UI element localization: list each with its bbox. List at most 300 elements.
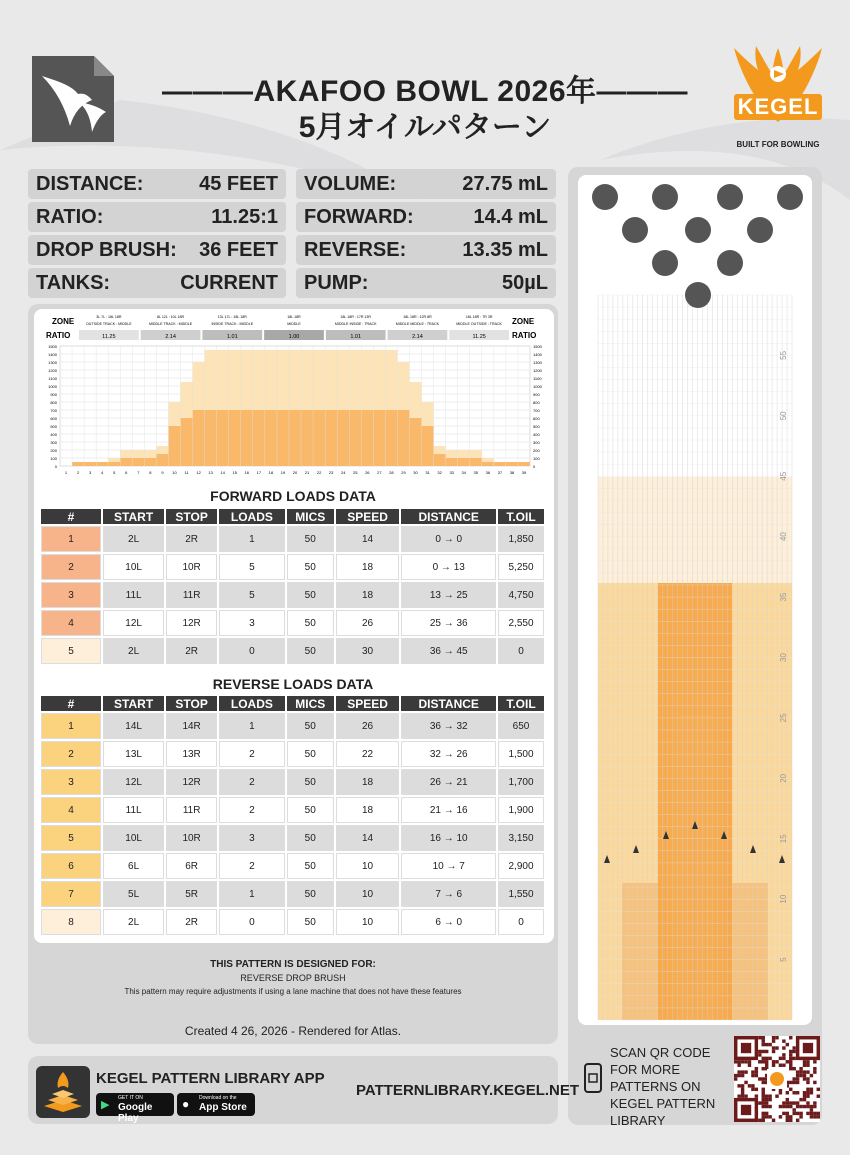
forward-oil-bar: [494, 462, 506, 466]
board-label: 34: [461, 470, 466, 475]
table-cell: 50: [287, 909, 334, 935]
table-cell: 10L: [103, 554, 164, 580]
zone-ratio: 2.14: [412, 334, 423, 340]
row-number: 4: [41, 610, 101, 636]
pattern-document-logo-icon: [32, 56, 114, 142]
table-cell: 26 → 21: [401, 769, 496, 795]
table-cell: 50: [287, 582, 334, 608]
stat-reverse: REVERSE: 13.35 mL: [296, 235, 556, 265]
table-cell: 2L: [103, 638, 164, 664]
y-tick-left: 1200: [48, 368, 57, 373]
table-cell: 3: [219, 825, 285, 851]
table-cell: 14L: [103, 713, 164, 739]
y-tick-left: 1100: [48, 376, 57, 381]
table-cell: 1,700: [498, 769, 544, 795]
board-label: 9: [161, 470, 164, 475]
y-tick-left: 1400: [48, 352, 57, 357]
row-number: 1: [41, 526, 101, 552]
zone-sub: MIDDLE TRACK : MIDDLE: [148, 322, 193, 326]
distance-label: 55: [779, 350, 788, 360]
board-label: 2: [76, 470, 80, 475]
table-row: [41, 526, 544, 552]
table-cell: 2: [219, 769, 285, 795]
y-tick-left: 400: [50, 432, 57, 437]
table-cell: 10L: [103, 825, 164, 851]
forward-oil-bar: [181, 418, 193, 466]
y-tick-right: 1300: [533, 360, 542, 365]
table-row: [41, 769, 544, 795]
table-cell: 2R: [166, 638, 217, 664]
row-number: 2: [41, 741, 101, 767]
y-tick-right: 0: [533, 464, 536, 469]
table-row: [41, 582, 544, 608]
table-cell: 0 → 0: [401, 526, 496, 552]
zone-name: 13L 17L : 18L 18R: [217, 315, 247, 319]
distance-label: 5: [779, 957, 788, 962]
table-cell: 1,850: [498, 526, 544, 552]
table-cell: 10: [336, 881, 400, 907]
app-title: KEGEL PATTERN LIBRARY APP: [96, 1070, 325, 1087]
reverse-header-3: LOADS: [219, 696, 285, 711]
bowling-pin: [777, 184, 803, 210]
distance-label: 45: [779, 471, 788, 481]
kegel-wordmark: KEGEL: [734, 94, 822, 120]
table-cell: 50: [287, 825, 334, 851]
row-number: 1: [41, 713, 101, 739]
kegel-tagline: BUILT FOR BOWLING: [736, 140, 820, 149]
table-row: [41, 797, 544, 823]
table-cell: 6 → 0: [401, 909, 496, 935]
created-date: Created 4 26, 2026 - Rendered for Atlas.: [184, 1024, 402, 1038]
table-cell: 18: [336, 582, 400, 608]
zone-sub: MIDDLE OUTSIDE : TRACK: [456, 322, 502, 326]
zone-name: 18L 18R : 17R 13R: [340, 315, 372, 319]
forward-oil-bar: [337, 410, 349, 466]
board-label: 32: [437, 470, 442, 475]
chart-plot: [60, 346, 530, 466]
distance-label: 30: [779, 653, 788, 662]
table-cell: 2: [219, 741, 285, 767]
ratio-label-right: RATIO: [512, 331, 537, 340]
bowling-pin: [652, 184, 678, 210]
distance-label: 25: [779, 713, 788, 723]
zone-name: 18L 18R : 7R 3R: [465, 315, 493, 319]
table-cell: 650: [498, 713, 544, 739]
pattern-library-app-icon[interactable]: [36, 1066, 90, 1118]
table-cell: 12L: [103, 610, 164, 636]
forward-header-7: T.OIL: [498, 509, 544, 524]
forward-oil-bar: [265, 410, 277, 466]
table-cell: 14R: [166, 713, 217, 739]
row-number: 4: [41, 797, 101, 823]
board-label: 16: [244, 470, 250, 475]
reverse-header-4: MICS: [287, 696, 334, 711]
zone-name: 8L 12L : 10L 18R: [156, 315, 185, 319]
table-cell: 26: [336, 713, 400, 739]
forward-oil-bar: [120, 458, 132, 466]
table-cell: 5: [219, 582, 285, 608]
table-row: [41, 554, 544, 580]
board-label: 27: [377, 470, 382, 475]
table-cell: 2L: [103, 909, 164, 935]
forward-oil-bar: [229, 410, 241, 466]
forward-oil-bar: [373, 410, 385, 466]
y-tick-right: 800: [533, 400, 540, 405]
board-label: 11: [184, 470, 189, 475]
table-cell: 12R: [166, 610, 217, 636]
table-cell: 1,900: [498, 797, 544, 823]
table-cell: 1,500: [498, 741, 544, 767]
board-label: 37: [497, 470, 503, 475]
row-number: 6: [41, 853, 101, 879]
forward-header-0: #: [41, 509, 101, 524]
reverse-header-0: #: [41, 696, 101, 711]
table-cell: 0: [498, 909, 544, 935]
stat-tanks: TANKS: CURRENT: [28, 268, 286, 298]
table-cell: 1: [219, 881, 285, 907]
table-cell: 32 → 26: [401, 741, 496, 767]
designed-for-note: This pattern may require adjustments if using a lane machine that does not have these features: [124, 987, 462, 996]
table-cell: 18: [336, 769, 400, 795]
distance-label: 20: [779, 773, 788, 783]
table-cell: 26: [336, 610, 400, 636]
board-label: 29: [401, 470, 406, 475]
kegel-logo: [728, 44, 828, 156]
table-cell: 6L: [103, 853, 164, 879]
y-tick-left: 800: [50, 400, 57, 405]
board-label: 4: [101, 470, 104, 475]
table-cell: 2,550: [498, 610, 544, 636]
board-label: 14: [220, 470, 225, 475]
table-cell: 11L: [103, 582, 164, 608]
board-label: 38: [509, 470, 515, 475]
row-number: 5: [41, 638, 101, 664]
bowling-pin: [717, 184, 743, 210]
table-cell: 36 → 32: [401, 713, 496, 739]
row-number: 3: [41, 769, 101, 795]
forward-oil-bar: [277, 410, 289, 466]
forward-oil-bar: [156, 454, 168, 466]
table-cell: 50: [287, 554, 334, 580]
table-row: [41, 638, 544, 664]
zone-name: 18L 18R: [287, 315, 301, 319]
table-cell: 12R: [166, 769, 217, 795]
table-cell: 18: [336, 797, 400, 823]
board-label: 18: [268, 470, 274, 475]
forward-oil-bar: [349, 410, 361, 466]
row-number: 5: [41, 825, 101, 851]
forward-oil-bar: [193, 410, 205, 466]
y-tick-left: 900: [50, 392, 57, 397]
table-cell: 50: [287, 713, 334, 739]
table-cell: 10R: [166, 825, 217, 851]
table-row: [41, 741, 544, 767]
table-cell: 7 → 6: [401, 881, 496, 907]
board-label: 12: [196, 470, 201, 475]
forward-oil-bar: [108, 462, 120, 466]
table-cell: 3: [219, 610, 285, 636]
table-cell: 30: [336, 638, 400, 664]
y-tick-right: 600: [533, 416, 540, 421]
y-tick-left: 1300: [48, 360, 57, 365]
table-cell: 10: [336, 909, 400, 935]
forward-header-3: LOADS: [219, 509, 285, 524]
table-cell: 2R: [166, 526, 217, 552]
y-tick-left: 200: [50, 448, 57, 453]
y-tick-right: 1100: [533, 376, 542, 381]
table-cell: 0: [498, 638, 544, 664]
zone-sub: INSIDE TRACK : MIDDLE: [211, 322, 254, 326]
table-cell: 1,550: [498, 881, 544, 907]
board-label: 25: [353, 470, 358, 475]
stat-distance: DISTANCE: 45 FEET: [28, 169, 286, 199]
board-label: 36: [485, 470, 491, 475]
table-cell: 11L: [103, 797, 164, 823]
forward-header-4: MICS: [287, 509, 334, 524]
zone-label-right: ZONE: [512, 317, 535, 326]
table-cell: 5L: [103, 881, 164, 907]
bowling-pin: [592, 184, 618, 210]
bowling-pin: [747, 217, 773, 243]
forward-header-6: DISTANCE: [401, 509, 496, 524]
zone-ratio: 11.25: [102, 334, 116, 340]
board-label: 39: [521, 470, 527, 475]
distance-label: 10: [779, 894, 788, 904]
table-cell: 1: [219, 713, 285, 739]
table-row: [41, 825, 544, 851]
table-cell: 1: [219, 526, 285, 552]
forward-oil-bar: [217, 410, 229, 466]
y-tick-right: 1000: [533, 384, 542, 389]
y-tick-left: 700: [50, 408, 57, 413]
forward-oil-bar: [361, 410, 373, 466]
forward-loads-table: [39, 507, 546, 666]
table-cell: 13R: [166, 741, 217, 767]
zone-ratio: 2.14: [165, 334, 176, 340]
table-cell: 36 → 45: [401, 638, 496, 664]
stat-pump: PUMP: 50µL: [296, 268, 556, 298]
board-label: 13: [208, 470, 213, 475]
oil-distribution-chart: [38, 314, 550, 480]
board-label: 30: [413, 470, 418, 475]
forward-oil-bar: [422, 426, 434, 466]
table-cell: 5,250: [498, 554, 544, 580]
stat-volume: VOLUME: 27.75 mL: [296, 169, 556, 199]
row-number: 3: [41, 582, 101, 608]
reverse-header-5: SPEED: [336, 696, 400, 711]
distance-label: 50: [779, 411, 788, 421]
table-cell: 16 → 10: [401, 825, 496, 851]
stat-ratio: RATIO: 11.25:1: [28, 202, 286, 232]
forward-oil-bar: [205, 410, 217, 466]
table-cell: 5: [219, 554, 285, 580]
table-cell: 14: [336, 825, 400, 851]
pattern-library-url[interactable]: PATTERNLIBRARY.KEGEL.NET: [356, 1082, 580, 1099]
zone-ratio: 1.01: [350, 334, 362, 340]
reverse-header-7: T.OIL: [498, 696, 544, 711]
y-tick-right: 1400: [533, 352, 542, 357]
y-tick-left: 600: [50, 416, 57, 421]
row-number: 7: [41, 881, 101, 907]
forward-loads-title: FORWARD LOADS DATA: [210, 488, 376, 504]
forward-oil-bar: [168, 426, 180, 466]
zone-name: 18L 18R : 12R 8R: [403, 315, 432, 319]
board-label: 20: [292, 470, 298, 475]
forward-header-1: START: [103, 509, 164, 524]
lane-oil-pattern: [578, 175, 812, 1025]
row-number: 2: [41, 554, 101, 580]
forward-oil-bar: [458, 458, 470, 466]
reverse-loads-title: REVERSE LOADS DATA: [212, 676, 374, 692]
table-cell: 0 → 13: [401, 554, 496, 580]
distance-label: 40: [779, 532, 788, 542]
bowling-pin: [622, 217, 648, 243]
table-cell: 21 → 16: [401, 797, 496, 823]
forward-oil-bar: [84, 462, 96, 466]
zone-sub: MIDDLE: [287, 322, 301, 326]
table-cell: 14: [336, 526, 400, 552]
stat-drop-brush: DROP BRUSH: 36 FEET: [28, 235, 286, 265]
table-cell: 50: [287, 741, 334, 767]
phone-icon: [583, 1062, 603, 1094]
zone-sub: OUTSIDE TRACK : MIDDLE: [86, 322, 132, 326]
table-cell: 13L: [103, 741, 164, 767]
distance-label: 35: [779, 592, 788, 602]
reverse-header-2: STOP: [166, 696, 217, 711]
board-label: 23: [328, 470, 334, 475]
y-tick-left: 1000: [48, 384, 57, 389]
y-tick-right: 1200: [533, 368, 542, 373]
table-row: [41, 881, 544, 907]
table-row: [41, 610, 544, 636]
qr-code[interactable]: [734, 1036, 820, 1122]
board-label: 28: [389, 470, 394, 475]
table-row: [41, 713, 544, 739]
table-cell: 12L: [103, 769, 164, 795]
table-cell: 50: [287, 638, 334, 664]
table-cell: 2L: [103, 526, 164, 552]
bowling-pin: [685, 282, 711, 308]
forward-oil-bar: [325, 410, 337, 466]
table-cell: 50: [287, 853, 334, 879]
forward-oil-bar: [132, 458, 144, 466]
y-tick-left: 0: [54, 464, 57, 469]
board-label: 8: [149, 470, 152, 475]
table-cell: 50: [287, 881, 334, 907]
forward-oil-bar: [144, 458, 156, 466]
forward-header-2: STOP: [166, 509, 217, 524]
y-tick-left: 500: [50, 424, 57, 429]
app-store-badge[interactable]: ● Download on the App Store: [177, 1093, 255, 1116]
pattern-title: ———AKAFOO BOWL 2026年———: [162, 75, 688, 108]
board-label: 1: [64, 470, 68, 475]
zone-sub: MIDDLE INSIDE : TRACK: [334, 322, 377, 326]
zone-ratio: 11.25: [472, 334, 486, 340]
y-tick-right: 400: [533, 432, 540, 437]
bowling-pin: [685, 217, 711, 243]
designed-for-feature: REVERSE DROP BRUSH: [240, 973, 346, 983]
y-tick-right: 200: [533, 448, 540, 453]
table-cell: 3,150: [498, 825, 544, 851]
board-label: 15: [232, 470, 237, 475]
apple-icon: ●: [182, 1097, 190, 1111]
table-cell: 10: [336, 853, 400, 879]
table-cell: 4,750: [498, 582, 544, 608]
reverse-loads-table: [39, 694, 546, 937]
forward-oil-bar: [506, 462, 518, 466]
table-row: [41, 853, 544, 879]
table-cell: 0: [219, 909, 285, 935]
board-label: 31: [425, 470, 430, 475]
google-play-badge[interactable]: ▶ GET IT ON Google Play: [96, 1093, 174, 1116]
forward-oil-bar: [241, 410, 253, 466]
forward-oil-bar: [72, 462, 84, 466]
row-number: 8: [41, 909, 101, 935]
board-label: 19: [280, 470, 286, 475]
board-label: 21: [304, 470, 310, 475]
y-tick-right: 300: [533, 440, 540, 445]
bowling-pin: [652, 250, 678, 276]
bowling-pin: [717, 250, 743, 276]
forward-oil-bar: [397, 410, 409, 466]
table-cell: 11R: [166, 797, 217, 823]
table-cell: 2,900: [498, 853, 544, 879]
table-cell: 18: [336, 554, 400, 580]
qr-caption: SCAN QR CODE FOR MORE PATTERNS ON KEGEL PATTERN LIBRARY: [610, 1045, 716, 1128]
table-cell: 0: [219, 638, 285, 664]
forward-header-5: SPEED: [336, 509, 400, 524]
table-cell: 2: [219, 853, 285, 879]
pattern-subtitle: 5月オイルパターン: [298, 111, 552, 144]
ratio-label-left: RATIO: [46, 331, 71, 340]
forward-oil-bar: [470, 458, 482, 466]
y-tick-right: 1500: [533, 344, 542, 349]
table-row: [41, 909, 544, 935]
board-label: 6: [125, 470, 128, 475]
zone-sub: MIDDLE MIDDLE : TRACK: [395, 322, 440, 326]
table-cell: 50: [287, 526, 334, 552]
oil-step: [694, 835, 696, 1020]
forward-oil-bar: [289, 410, 301, 466]
y-tick-left: 300: [50, 440, 57, 445]
table-cell: 50: [287, 769, 334, 795]
forward-oil-bar: [446, 458, 458, 466]
board-label: 10: [172, 470, 177, 475]
y-tick-left: 1500: [48, 344, 57, 349]
designed-for-heading: THIS PATTERN IS DESIGNED FOR:: [210, 959, 376, 970]
board-label: 26: [365, 470, 370, 475]
forward-oil-bar: [253, 410, 265, 466]
forward-oil-bar: [313, 410, 325, 466]
forward-oil-bar: [518, 462, 530, 466]
table-cell: 50: [287, 610, 334, 636]
table-cell: 11R: [166, 582, 217, 608]
y-tick-right: 500: [533, 424, 540, 429]
table-cell: 10 → 7: [401, 853, 496, 879]
board-label: 22: [316, 470, 322, 475]
reverse-header-6: DISTANCE: [401, 696, 496, 711]
forward-oil-bar: [409, 418, 421, 466]
zone-name: 3L 7L : 18L 18R: [96, 315, 122, 319]
table-cell: 5R: [166, 881, 217, 907]
y-tick-right: 700: [533, 408, 540, 413]
y-tick-right: 900: [533, 392, 540, 397]
table-cell: 50: [287, 797, 334, 823]
table-cell: 13 → 25: [401, 582, 496, 608]
table-cell: 10R: [166, 554, 217, 580]
board-label: 5: [113, 470, 116, 475]
table-cell: 6R: [166, 853, 217, 879]
